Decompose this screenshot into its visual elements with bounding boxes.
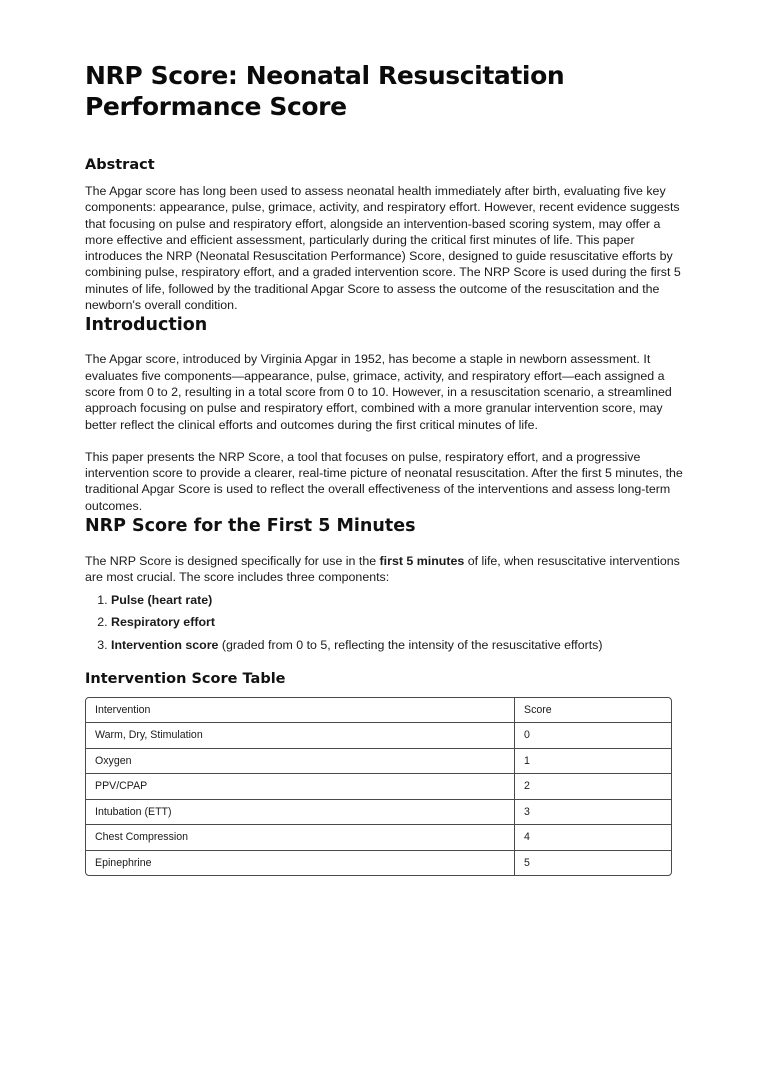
title-line-2: Performance Score [85,92,347,121]
abstract-heading: Abstract [85,157,155,173]
intervention-score-table [86,698,671,876]
intervention-cell: Chest Compression [86,825,515,851]
intervention-cell: Epinephrine [86,850,515,875]
nrp-paragraph-end: of life, when resuscitative interventions are most crucial. The score includes three components: [85,554,680,585]
list-item-title: Pulse (heart rate) [111,592,213,607]
nrp-paragraph-emphasis: first 5 minutes [379,554,465,569]
list-item-title: Respiratory effort [111,615,215,630]
score-cell: 3 [515,799,672,825]
component-list [85,592,684,653]
nrp-section-paragraph [85,553,684,586]
introduction-paragraph-2: This paper presents the NRP Score, a tool that focuses on pulse, respiratory effort, and a progressive intervention score to provide a clearer, real-time picture of neonatal resuscitation. After the first 5 minutes, the traditional Apgar Score is used to reflect the overall effectiveness of the interventions and assess long-term outcomes. [85,449,683,513]
score-cell: 5 [524,856,530,869]
intervention-cell: Oxygen [86,748,515,774]
paper-title [85,60,684,122]
list-item [111,592,684,608]
title-line-1: NRP Score: Neonatal Resuscitation [85,61,565,90]
score-cell: 4 [515,825,672,851]
table-row [86,850,671,875]
column-header-intervention: Intervention [86,698,515,723]
table-row [86,825,671,851]
table-row [86,774,671,800]
list-item-detail: (graded from 0 to 5, reflecting the intensity of the resuscitative efforts) [218,637,603,652]
list-item-title: Intervention score [111,637,219,652]
table-row [86,799,671,825]
table-header-row [86,698,671,723]
table-heading: Intervention Score Table [85,670,286,687]
abstract-text: The Apgar score has long been used to assess neonatal health immediately after birth, evaluating five key components: appearance, pulse, grimace, activity, and respiratory effort. However, recent evidence suggests that focusing on pulse and respiratory effort, alongside an intervention-based scoring system, may offer a more effective and efficient assessment, particularly during the critical first minutes of life. This paper introduces the NRP (Neonatal Resuscitation Performance) Score, designed to guide resuscitative efforts by combining pulse, respiratory effort, and a graded intervention score. The NRP Score is used during the first 5 minutes of life, followed by the traditional Apgar Score to assess the outcome of the resuscitation and the newborn's overall condition. [85,184,681,313]
paper-page [0,60,768,1084]
list-item [111,637,684,653]
introduction-heading: Introduction [85,315,208,336]
introduction-paragraph-1: The Apgar score, introduced by Virginia Apgar in 1952, has become a staple in newborn assessment. It evaluates five components—appearance, pulse, grimace, activity, and respiratory effort—each assigned a score from 0 to 2, resulting in a total score from 0 to 10. However, in a resuscitation scenario, a streamlined approach focusing on pulse and respiratory effort, combined with a more granular intervention score, may better reflect the clinical efforts and outcomes during the first critical minutes of life. [85,352,672,432]
score-cell: 2 [515,774,672,800]
column-header-score: Score [515,698,672,723]
table-row [86,723,671,749]
intervention-cell: Intubation (ETT) [86,799,515,825]
intervention-cell: Warm, Dry, Stimulation [86,723,515,749]
intervention-table-frame [85,697,672,877]
score-cell: 1 [515,748,672,774]
score-cell: 0 [515,723,672,749]
nrp-section-heading: NRP Score for the First 5 Minutes [85,516,416,537]
table-row [86,748,671,774]
intervention-cell: PPV/CPAP [86,774,515,800]
nrp-paragraph-start: The NRP Score is designed specifically for use in the [85,554,380,569]
list-item [111,614,684,630]
